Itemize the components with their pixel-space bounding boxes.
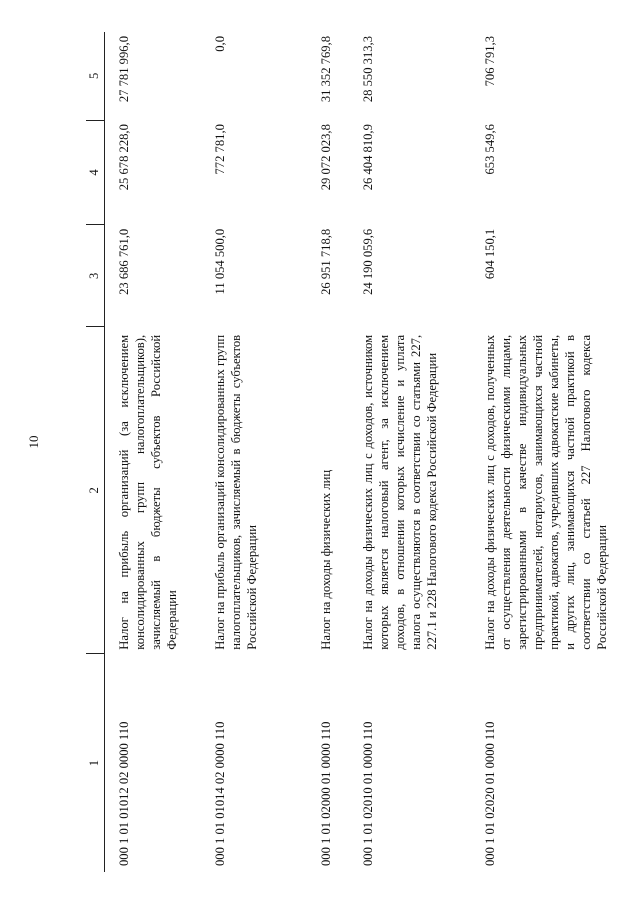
table-header-row [86, 32, 105, 872]
value-cell-col3: 11 054 500,0 [213, 228, 227, 295]
budget-code-cell: 000 1 01 01014 02 0000 110 [213, 721, 227, 866]
page-number: 10 [26, 435, 41, 449]
value-cell-col4: 772 781,0 [213, 124, 227, 175]
budget-code-cell: 000 1 01 01012 02 0000 110 [117, 721, 131, 866]
column-header-4: 4 [86, 120, 105, 225]
value-cell-col3: 604 150,1 [483, 228, 497, 280]
value-cell-col5: 27 781 996,0 [117, 36, 131, 103]
value-cell-col4: 29 072 023,8 [319, 124, 333, 191]
value-cell-col3: 26 951 718,8 [319, 228, 333, 295]
value-cell-col5: 0,0 [213, 36, 227, 52]
value-cell-col3: 23 686 761,0 [117, 228, 131, 295]
column-header-2: 2 [86, 327, 105, 654]
value-cell-col4: 26 404 810,9 [361, 124, 375, 191]
value-cell-col4: 653 549,6 [483, 124, 497, 175]
budget-code-cell: 000 1 01 02000 01 0000 110 [319, 721, 333, 866]
table-row [471, 32, 640, 872]
rotated-page-content [86, 32, 609, 872]
budget-code-cell: 000 1 01 02010 01 0000 110 [361, 721, 375, 866]
value-cell-col3: 24 190 059,6 [361, 228, 375, 295]
column-header-3: 3 [86, 225, 105, 327]
revenue-name-cell: Налог на прибыль организаций консолидированных групп налогоплательщиков, зачисляемый в бюджеты субъектов Российской Федерации [213, 334, 259, 650]
revenue-name-cell: Налог на доходы физических лиц с доходов, источником которых является налоговый агент, за исключением доходов, в отношении которых исчисление и уплата налога осуществляются в соответствии со статьями 227, 227.1 и 228 Налогового кодекса Российской Федерации [361, 334, 439, 650]
value-cell-col4: 25 678 228,0 [117, 124, 131, 191]
value-cell-col5: 28 550 313,3 [361, 36, 375, 103]
table-row [201, 32, 307, 872]
column-header-1: 1 [86, 654, 105, 872]
table-row [105, 32, 202, 872]
value-cell-col5: 31 352 769,8 [319, 36, 333, 103]
column-header-5: 5 [86, 32, 105, 120]
value-cell-col5: 706 791,3 [483, 36, 497, 87]
revenue-name-cell: Налог на прибыль организаций (за исключением консолидированных групп налогоплательщиков), зачисляемый в бюджеты субъектов Российской Федерации [117, 334, 179, 650]
revenue-table [86, 32, 640, 872]
revenue-name-cell: Налог на доходы физических лиц с доходов, полученных от осуществления деятельности физическими лицами, зарегистрированными в качестве индивидуальных предпринимателей, нотариусов, занимающихся частной практикой, адвокатов, учредивших адвокатские кабинеты, и других лиц, занимающихся частной практикой в соответствии со статьей 227 Налогового кодекса Российской Федерации [483, 334, 609, 650]
revenue-name-cell: Налог на доходы физических лиц [319, 469, 333, 650]
budget-code-cell: 000 1 01 02020 01 0000 110 [483, 721, 497, 866]
table-row [307, 32, 349, 872]
table-row [349, 32, 471, 872]
